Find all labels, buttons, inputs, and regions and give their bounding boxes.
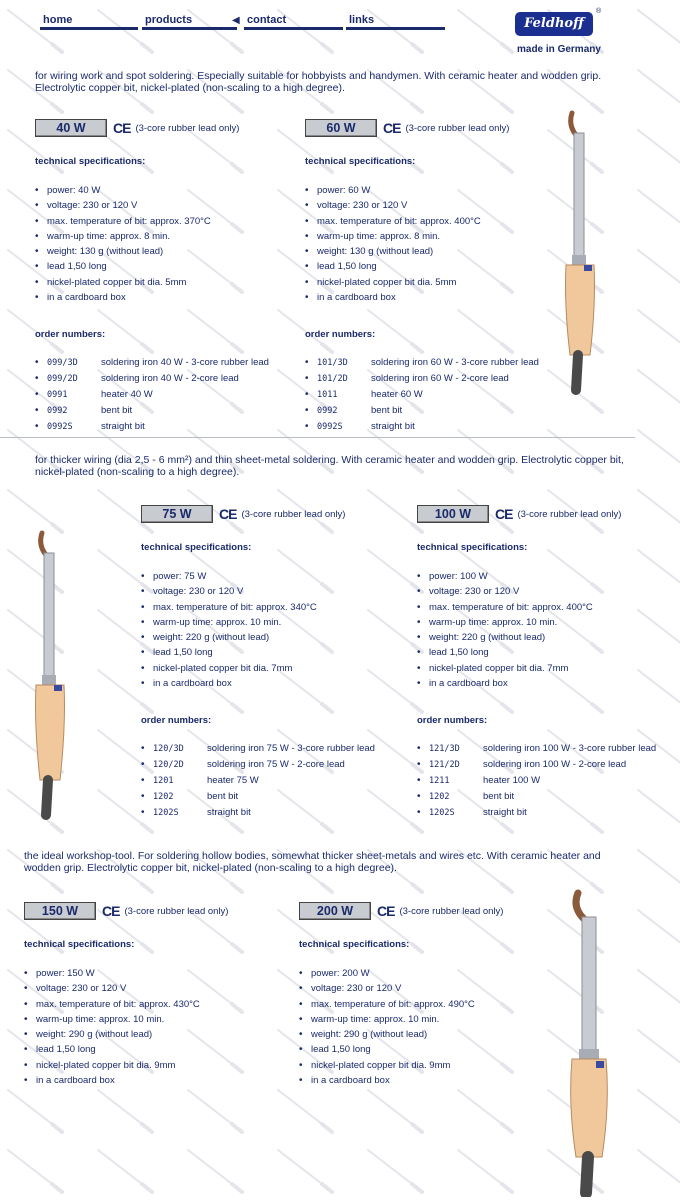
order-desc: soldering iron 75 W - 2-core lead [207,759,345,771]
product-60w [305,118,565,435]
order-item [141,789,411,805]
spec-item: • voltage: 230 or 120 V [417,584,677,599]
product-header [24,901,289,921]
spec-item: • weight: 290 g (without lead) [299,1027,564,1042]
order-heading: order numbers: [141,715,212,727]
order-desc: straight bit [101,421,145,433]
spec-item: • warm-up time: approx. 8 min. [35,229,295,244]
spec-item: • weight: 220 g (without lead) [141,630,411,645]
product-40w [35,118,295,435]
order-desc: heater 75 W [207,775,259,787]
nav-products[interactable]: products [142,14,237,30]
order-desc: straight bit [483,807,527,819]
order-code: 0992S [47,422,73,433]
section-divider [0,437,635,438]
product-header [141,504,411,524]
spec-item: • voltage: 230 or 120 V [35,198,295,213]
spec-item: • max. temperature of bit: approx. 430°C [24,997,289,1012]
order-item [417,757,677,773]
order-item [35,419,295,435]
order-heading: order numbers: [417,715,488,727]
order-desc: soldering iron 100 W - 3-core rubber lead [483,743,657,755]
ce-mark-icon: CE [383,120,401,136]
product-200w [299,901,564,1088]
wattage-badge: 100 W [417,505,489,523]
soldering-iron-image [560,105,620,395]
nav-contact[interactable]: contact [244,14,343,30]
order-heading: order numbers: [35,329,106,341]
order-code: 121/3D [429,744,460,755]
order-list [35,355,295,435]
order-heading: order numbers: [305,329,376,341]
order-code: 121/2D [429,760,460,771]
lead-note: (3-core rubber lead only) [405,122,510,134]
order-code: 1011 [317,390,338,401]
spec-item: • in a cardboard box [305,290,565,305]
spec-item: • max. temperature of bit: approx. 370°C [35,214,295,229]
spec-item: • weight: 220 g (without lead) [417,630,677,645]
order-desc: soldering iron 75 W - 3-core rubber lead [207,743,375,755]
order-code: 099/2D [47,374,78,385]
order-item [35,387,295,403]
ce-mark-icon: CE [495,506,513,522]
spec-item: • max. temperature of bit: approx. 400°C [417,600,677,615]
spec-item: • in a cardboard box [24,1073,289,1088]
order-item [35,403,295,419]
order-desc: soldering iron 40 W - 2-core lead [101,373,239,385]
spec-item: • in a cardboard box [35,290,295,305]
spec-item: • power: 60 W [305,183,565,198]
order-desc: straight bit [371,421,415,433]
product-75w [141,504,411,821]
order-desc: soldering iron 40 W - 3-core rubber lead [101,357,269,369]
order-desc: heater 100 W [483,775,541,787]
spec-item: • nickel-plated copper bit dia. 9mm [24,1058,289,1073]
tech-spec-heading: technical specifications: [35,156,146,167]
spec-item: • lead 1,50 long [417,645,677,660]
order-list [305,355,565,435]
spec-item: • warm-up time: approx. 10 min. [299,1012,564,1027]
product-header [35,118,295,138]
wattage-badge: 150 W [24,902,96,920]
lead-note: (3-core rubber lead only) [124,905,229,917]
spec-item: • lead 1,50 long [141,645,411,660]
spec-item: • nickel-plated copper bit dia. 9mm [299,1058,564,1073]
tech-spec-heading: technical specifications: [299,939,410,950]
order-item [305,355,565,371]
order-desc: soldering iron 100 W - 2-core lead [483,759,627,771]
lead-note: (3-core rubber lead only) [399,905,504,917]
order-desc: heater 60 W [371,389,423,401]
ce-mark-icon: CE [102,903,120,919]
spec-list [141,569,411,691]
spec-item: • warm-up time: approx. 10 min. [417,615,677,630]
spec-list [24,966,289,1088]
soldering-iron-image [566,885,632,1197]
order-item [141,805,411,821]
order-code: 101/2D [317,374,348,385]
tech-spec-heading: technical specifications: [141,542,252,553]
spec-item: • max. temperature of bit: approx. 340°C [141,600,411,615]
product-header [417,504,677,524]
order-desc: heater 40 W [101,389,153,401]
lead-note: (3-core rubber lead only) [241,508,346,520]
spec-item: • voltage: 230 or 120 V [299,981,564,996]
spec-item: • power: 150 W [24,966,289,981]
spec-item: • nickel-plated copper bit dia. 7mm [417,661,677,676]
spec-item: • voltage: 230 or 120 V [141,584,411,599]
order-code: 1202 [153,792,174,803]
spec-item: • nickel-plated copper bit dia. 7mm [141,661,411,676]
tech-spec-heading: technical specifications: [417,542,528,553]
order-desc: soldering iron 60 W - 2-core lead [371,373,509,385]
spec-item: • max. temperature of bit: approx. 490°C [299,997,564,1012]
spec-item: • weight: 130 g (without lead) [35,244,295,259]
spec-item: • nickel-plated copper bit dia. 5mm [35,275,295,290]
spec-item: • in a cardboard box [141,676,411,691]
spec-item: • max. temperature of bit: approx. 400°C [305,214,565,229]
product-header [305,118,565,138]
arrow-left-icon: ◀ [232,15,240,26]
spec-item: • voltage: 230 or 120 V [24,981,289,996]
spec-item: • in a cardboard box [299,1073,564,1088]
spec-list [417,569,677,691]
order-desc: bent bit [371,405,403,417]
order-code: 1202S [429,808,455,819]
wattage-badge: 75 W [141,505,213,523]
spec-item: • weight: 290 g (without lead) [24,1027,289,1042]
spec-item: • in a cardboard box [417,676,677,691]
spec-item: • weight: 130 g (without lead) [305,244,565,259]
product-100w [417,504,677,821]
order-code: 099/3D [47,358,78,369]
lead-note: (3-core rubber lead only) [517,508,622,520]
group-intro: for thicker wiring (dia 2,5 - 6 mm²) and thin sheet-metal soldering. With ceramic heater and wodden grip. Electrolytic copper bit, nickel-plated (non-scaling to a high degree). [35,454,624,478]
registered-mark: ® [596,8,602,15]
product-150w [24,901,289,1088]
spec-item: • power: 75 W [141,569,411,584]
order-code: 0992S [317,422,343,433]
spec-item: • voltage: 230 or 120 V [305,198,565,213]
spec-item: • lead 1,50 long [24,1042,289,1057]
order-item [417,789,677,805]
wattage-badge: 40 W [35,119,107,137]
order-desc: bent bit [207,791,239,803]
tech-spec-heading: technical specifications: [24,939,135,950]
feldhoff-logo[interactable]: Feldhoff [515,12,593,36]
spec-item: • power: 200 W [299,966,564,981]
ce-mark-icon: CE [377,903,395,919]
wattage-badge: 60 W [305,119,377,137]
spec-list [299,966,564,1088]
spec-item: • lead 1,50 long [299,1042,564,1057]
order-desc: straight bit [207,807,251,819]
order-item [141,757,411,773]
made-in-germany: made in Germany [517,44,601,55]
order-item [35,371,295,387]
nav-links[interactable]: links [346,14,445,30]
ce-mark-icon: CE [219,506,237,522]
order-code: 0992 [47,406,68,417]
order-item [141,773,411,789]
order-item [417,805,677,821]
order-code: 120/2D [153,760,184,771]
spec-item: • warm-up time: approx. 8 min. [305,229,565,244]
order-item [305,419,565,435]
order-item [417,773,677,789]
order-code: 1211 [429,776,450,787]
order-code: 1201 [153,776,174,787]
spec-list [35,183,295,305]
order-item [305,371,565,387]
group-intro: the ideal workshop-tool. For soldering hollow bodies, somewhat thicker sheet-metals and wires etc. With ceramic heater and wodden grip. Electrolytic copper bit, nickel-plated (non-scaling to a high degree). [24,850,601,874]
product-header [299,901,564,921]
spec-list [305,183,565,305]
tech-spec-heading: technical specifications: [305,156,416,167]
order-item [305,403,565,419]
order-code: 0992 [317,406,338,417]
spec-item: • power: 40 W [35,183,295,198]
order-item [141,741,411,757]
order-item [35,355,295,371]
spec-item: • warm-up time: approx. 10 min. [141,615,411,630]
order-desc: bent bit [101,405,133,417]
order-code: 101/3D [317,358,348,369]
order-code: 120/3D [153,744,184,755]
spec-item: • lead 1,50 long [35,259,295,274]
order-list [141,741,411,821]
group-intro: for wiring work and spot soldering. Especially suitable for hobbyists and handymen. With ceramic heater and wodden grip. Electrolytic copper bit, nickel-plated (non-scaling to a high degree). [35,70,602,94]
soldering-iron-image [32,525,92,820]
ce-mark-icon: CE [113,120,131,136]
order-list [417,741,677,821]
spec-item: • warm-up time: approx. 10 min. [24,1012,289,1027]
order-desc: soldering iron 60 W - 3-core rubber lead [371,357,539,369]
nav-home[interactable]: home [40,14,138,30]
order-code: 1202 [429,792,450,803]
order-code: 1202S [153,808,179,819]
order-item [417,741,677,757]
order-desc: bent bit [483,791,515,803]
spec-item: • nickel-plated copper bit dia. 5mm [305,275,565,290]
spec-item: • power: 100 W [417,569,677,584]
lead-note: (3-core rubber lead only) [135,122,240,134]
wattage-badge: 200 W [299,902,371,920]
order-code: 0991 [47,390,68,401]
spec-item: • lead 1,50 long [305,259,565,274]
order-item [305,387,565,403]
